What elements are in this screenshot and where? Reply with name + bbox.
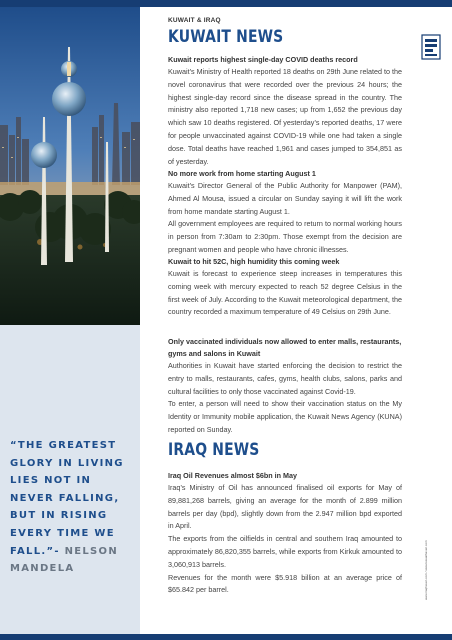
article-body: To enter, a person will need to show their vaccination status on the My Identity or Immunity mobile application, the Kuwait News Agency (KUNA) reported on Sunday.: [168, 399, 402, 434]
kuwait-news-title: KUWAIT NEWS: [168, 27, 284, 47]
article-body: Kuwait’s Director General of the Public Authority for Manpower (PAM), Ahmed Al Mousa, issued a circular on Sunday saying it will lift the work from home mandate starting August 1.: [168, 181, 402, 216]
iraq-article-1: [168, 470, 402, 597]
article-body: Authorities in Kuwait have started enforcing the decision to restrict the entry to malls, restaurants, cafes, gyms, health clubs, salons, parks and cultural facilities to only those vaccinated against Covid-19.: [168, 361, 402, 396]
quote-text: “THE GREATEST GLORY IN LIVING LIES NOT IN NEVER FALLING, BUT IN RISING EVERY TIME WE FALL.”-: [10, 440, 124, 557]
article-body: Revenues for the month were $5.918 billion at an average price of $65.842 per barrel.: [168, 572, 402, 595]
pull-quote: [10, 437, 132, 578]
article-body: Iraq’s Ministry of Oil has announced finalised oil exports for May of 89,881,268 barrels, giving an average for the month of 2.899 million barrels per day (bpd), slightly down from the 2.947 million bpd exported in April.: [168, 483, 402, 531]
kuwait-article-2: [168, 168, 402, 257]
article-headline: Kuwait reports highest single-day COVID deaths record: [168, 55, 358, 64]
article-headline: Iraq Oil Revenues almost $6bn in May: [168, 471, 298, 480]
quote-panel: [0, 325, 140, 634]
kuwait-article-3: [168, 256, 402, 319]
sidebar-credit: www.iraqhaven.com / www.kuwaithaven.com: [424, 540, 428, 600]
publication-logo-icon: [421, 34, 441, 60]
kuwait-towers-photo: [0, 7, 140, 325]
article-body: The exports from the oilfields in central and southern Iraq amounted to approximately 86,820,355 barrels, while exports from Kirkuk amounted to 3,060,913 barrels.: [168, 534, 402, 569]
kuwait-article-4: [168, 336, 402, 437]
article-body: Kuwait’s Ministry of Health reported 18 deaths on 29th June related to the novel coronavirus that were recorded over the previous 24 hours; the highest single-day record since the disease spread in the country. The ministry also reported 1,718 new cases; up from 1,652 the previous day which saw 10 deaths registered. Of yesterday’s reported deaths, 17 were for people unvaccinated against COVID-19 while one had taken a single dose. Total deaths have reached 1,961 and cases jumped to 354,851 as of yesterday.: [168, 67, 403, 166]
article-body: Kuwait is forecast to experience steep increases in temperatures this coming week with mercury expected to reach 52 degree Celsius in the first week of July. According to the Kuwait meteorological department, the country recorded a maximum temperature of 49 Celsius on 29th June.: [168, 269, 402, 317]
bottom-accent-bar: [0, 634, 452, 640]
article-body: All government employees are required to return to normal working hours in person from 7:30am to 2:30pm. Those exempt from the decision are pregnant women and people who have chronic illnesses.: [168, 219, 402, 254]
section-label: KUWAIT & IRAQ: [168, 17, 221, 24]
iraq-news-title: IRAQ NEWS: [168, 440, 260, 460]
article-headline: No more work from home starting August 1: [168, 169, 316, 178]
article-headline: Only vaccinated individuals now allowed to enter malls, restaurants, gyms and salons in Kuwait: [168, 337, 402, 358]
kuwait-article-1: [168, 54, 402, 168]
article-headline: Kuwait to hit 52C, high humidity this coming week: [168, 257, 340, 266]
quote-author: NELSON MANDELA: [10, 545, 119, 575]
top-accent-bar: [0, 0, 452, 7]
